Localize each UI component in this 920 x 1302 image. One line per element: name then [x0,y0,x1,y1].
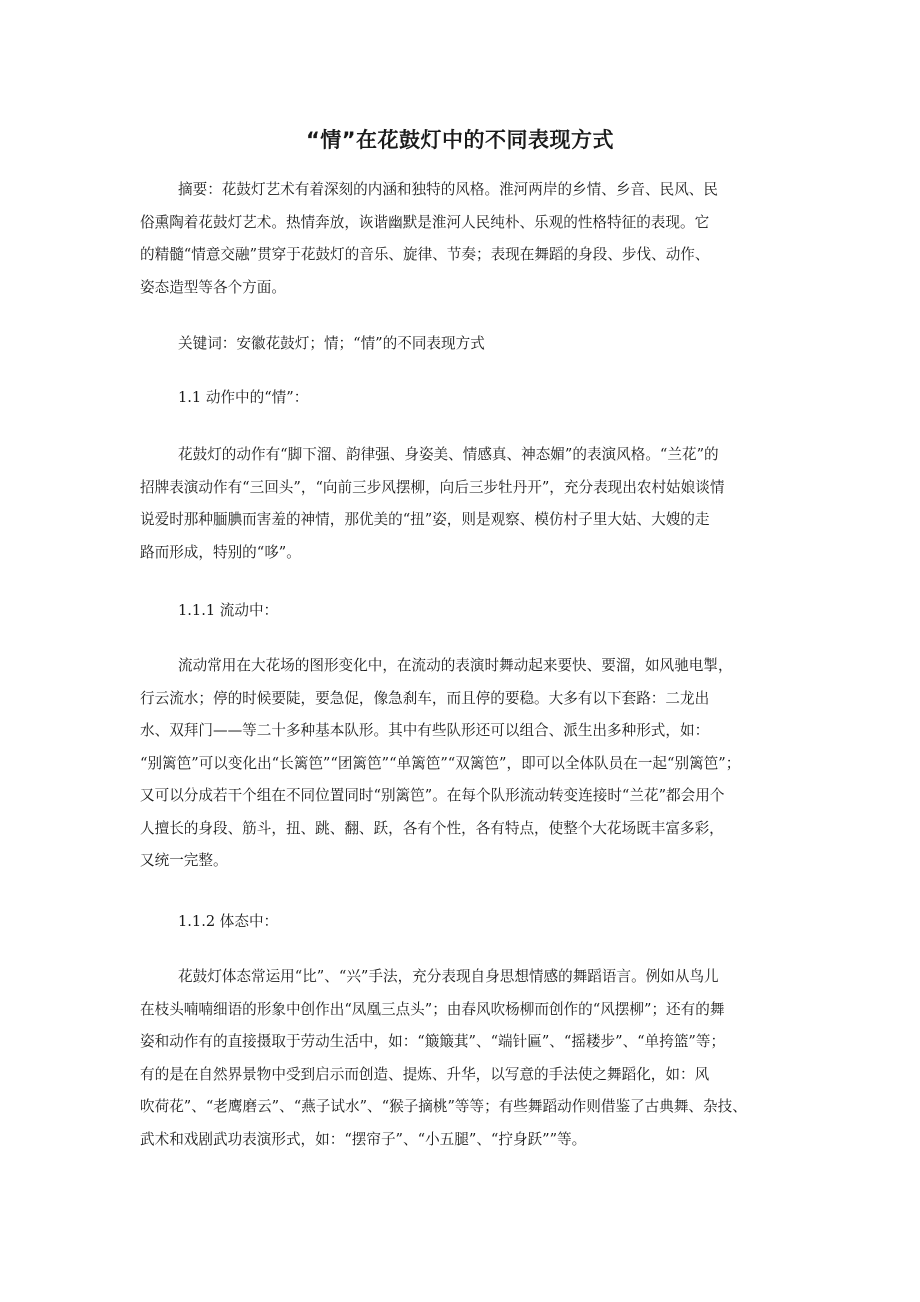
paragraph-line: 有的是在自然界景物中受到启示而创造、提炼、升华，以写意的手法使之舞蹈化，如：风 [140,1065,710,1083]
section-heading-1-1-1: 1.1.1 流动中： [178,602,279,619]
keywords-line: 关键词：安徽花鼓灯；情；“情”的不同表现方式 [178,335,485,352]
section-heading-1-1-2: 1.1.2 体态中： [178,913,279,930]
paragraph-line: 说爱时那种腼腆而害羞的神情，那优美的“扭”姿，则是观察、模仿村子里大姑、大嫂的走 [140,511,710,528]
section-1-1-paragraph [140,439,790,569]
paragraph-line: 吹荷花”、“老鹰磨云”、“燕子试水”、“猴子摘桃”等等；有些舞蹈动作则借鉴了古典舞、杂技、 [140,1098,747,1115]
paragraph-line: 花鼓灯体态常运用“比”、“兴”手法，充分表现自身思想情感的舞蹈语言。例如从鸟儿 [178,968,719,985]
document-title: “情”在花鼓灯中的不同表现方式 [305,128,615,152]
paragraph-line: 武术和戏剧武功表演形式，如：“摆帘子”、“小五腿”、“拧身跃””等。 [140,1130,587,1148]
abstract-paragraph [140,174,790,304]
paragraph-line: 花鼓灯的动作有“脚下溜、韵律强、身姿美、情感真、神态媚”的表演风格。“兰花”的 [178,446,719,463]
paragraph-line: 路而形成，特别的“哆”。 [140,543,301,561]
abstract-line: 俗熏陶着花鼓灯艺术。热情奔放，诙谐幽默是淮河人民纯朴、乐观的性格特征的表现。它 [140,213,710,231]
section-heading-1-1: 1.1 动作中的“情”： [178,389,309,406]
abstract-line: 姿态造型等各个方面。 [140,278,286,296]
paragraph-line: 又统一完整。 [140,852,228,869]
section-1-1-2-paragraph [140,961,790,1156]
paragraph-line: 又可以分成若干个组在不同位置同时“别篱笆”。在每个队形流动转变连接时“兰花”都会用个 [140,787,725,804]
paragraph-line: 人擅长的身段、筋斗，扭、跳、翻、跃，各有个性，各有特点，使整个大花场既丰富多彩， [140,819,724,837]
paragraph-line: 在枝头喃喃细语的形象中创作出“凤凰三点头”；由春风吹杨柳而创作的“风摆柳”；还有的舞 [140,1000,725,1018]
abstract-line: 摘要：花鼓灯艺术有着深刻的内涵和独特的风格。淮河两岸的乡情、乡音、民风、民 [178,181,718,198]
paragraph-line: “别篱笆”可以变化出“长篱笆”“团篱笆”“单篱笆”“双篱笆”，即可以全体队员在一起“别篱笆”； [140,754,741,772]
paragraph-line: 行云流水；停的时候要陡，要急促，像急刹车，而且停的要稳。大多有以下套路：二龙出 [140,689,710,707]
paragraph-line: 姿和动作有的直接摄取于劳动生活中，如：“簸簸萁”、“端针匾”、“摇耧步”、“单挎篮”等； [140,1033,726,1050]
paragraph-line: 招牌表演动作有“三回头”，“向前三步风摆柳，向后三步牡丹开”，充分表现出农村姑娘谈情 [140,478,725,496]
abstract-line: 的精髓“情意交融”贯穿于花鼓灯的音乐、旋律、节奏；表现在舞蹈的身段、步伐、动作、 [140,246,710,263]
paragraph-line: 流动常用在大花场的图形变化中，在流动的表演时舞动起来要快、要溜，如风驰电掣， [178,657,733,674]
section-1-1-1-paragraph [140,650,790,878]
paragraph-line: 水、双拜门——等二十多种基本队形。其中有些队形还可以组合、派生出多种形式，如： [140,722,710,739]
